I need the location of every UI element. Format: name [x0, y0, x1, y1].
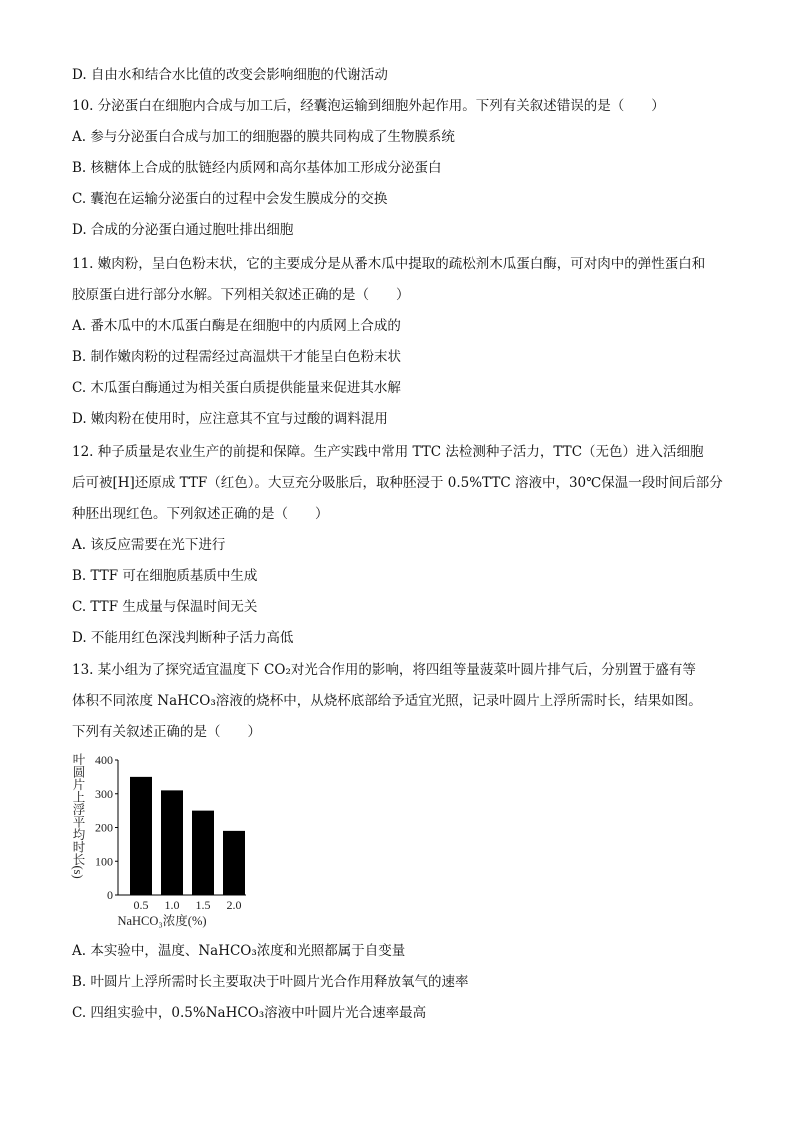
text-line: 下列有关叙述正确的是（ ） — [72, 724, 261, 740]
text-line: 11. 嫩肉粉，呈白色粉末状，它的主要成分是从番木瓜中提取的疏松剂木瓜蛋白酶，可对肉中的弹性蛋白和 — [72, 256, 706, 272]
y-axis-label: 叶圆片上浮平均时长(s) — [71, 753, 85, 879]
y-tick-label: 300 — [95, 786, 113, 801]
text-line: D. 嫩肉粉在使用时，应注意其不宜与过酸的调料混用 — [72, 411, 388, 427]
text-line: 体积不同浓度 NaHCO₃溶液的烧杯中，从烧杯底部给予适宜光照，记录叶圆片上浮所需时长，结果如图。 — [72, 693, 702, 709]
text-line: B. TTF 可在细胞质基质中生成 — [72, 568, 258, 584]
x-tick-label: 2.0 — [226, 898, 242, 912]
y-tick-label: 400 — [95, 753, 113, 767]
text-line: 12. 种子质量是农业生产的前提和保障。生产实践中常用 TTC 法检测种子活力，TTC（无色）进入活细胞 — [72, 444, 704, 460]
text-line: D. 不能用红色深浅判断种子活力高低 — [72, 630, 294, 646]
x-axis-label: NaHCO₃浓度(%) — [117, 914, 207, 928]
chart-svg — [66, 747, 256, 935]
option-line: A. 本实验中，温度、NaHCO₃浓度和光照都属于自变量 — [72, 943, 406, 959]
text-line: D. 合成的分泌蛋白通过胞吐排出细胞 — [72, 222, 294, 238]
x-tick-label: 1.5 — [195, 898, 211, 912]
bar — [161, 790, 183, 895]
option-line: C. 四组实验中，0.5%NaHCO₃溶液中叶圆片光合速率最高 — [72, 1005, 427, 1021]
text-line: B. 制作嫩肉粉的过程需经过高温烘干才能呈白色粉末状 — [72, 349, 402, 365]
text-line: 13. 某小组为了探究适宜温度下 CO₂对光合作用的影响，将四组等量菠菜叶圆片排气后，分别置于盛有等 — [72, 662, 696, 678]
option-line: B. 叶圆片上浮所需时长主要取决于叶圆片光合作用释放氧气的速率 — [72, 974, 469, 990]
text-line: C. 木瓜蛋白酶通过为相关蛋白质提供能量来促进其水解 — [72, 380, 401, 396]
y-tick-label: 100 — [95, 854, 113, 869]
y-tick-label: 0 — [107, 888, 113, 902]
text-line: A. 参与分泌蛋白合成与加工的细胞器的膜共同构成了生物膜系统 — [72, 129, 455, 145]
y-tick-label: 200 — [95, 820, 113, 835]
text-line: 胶原蛋白进行部分水解。下列相关叙述正确的是（ ） — [72, 287, 410, 303]
bar — [192, 811, 214, 895]
bar — [130, 777, 152, 895]
text-line: B. 核糖体上合成的肽链经内质网和高尔基体加工形成分泌蛋白 — [72, 160, 442, 176]
text-line: D. 自由水和结合水比值的改变会影响细胞的代谢活动 — [72, 67, 388, 83]
bar-chart — [66, 747, 256, 935]
text-line: 后可被[H]还原成 TTF（红色）。大豆充分吸胀后，取种胚浸于 0.5%TTC 溶液中，30℃保温一段时间后部分 — [72, 475, 723, 491]
text-line: C. TTF 生成量与保温时间无关 — [72, 599, 258, 615]
x-tick-label: 0.5 — [133, 898, 149, 912]
x-tick-label: 1.0 — [164, 898, 180, 912]
text-line: 10. 分泌蛋白在细胞内合成与加工后，经囊泡运输到细胞外起作用。下列有关叙述错误的是（ ） — [72, 98, 665, 114]
text-line: 种胚出现红色。下列叙述正确的是（ ） — [72, 506, 329, 522]
text-line: C. 囊泡在运输分泌蛋白的过程中会发生膜成分的交换 — [72, 191, 388, 207]
text-line: A. 该反应需要在光下进行 — [72, 537, 226, 553]
bar — [223, 831, 245, 895]
text-line: A. 番木瓜中的木瓜蛋白酶是在细胞中的内质网上合成的 — [72, 318, 401, 334]
